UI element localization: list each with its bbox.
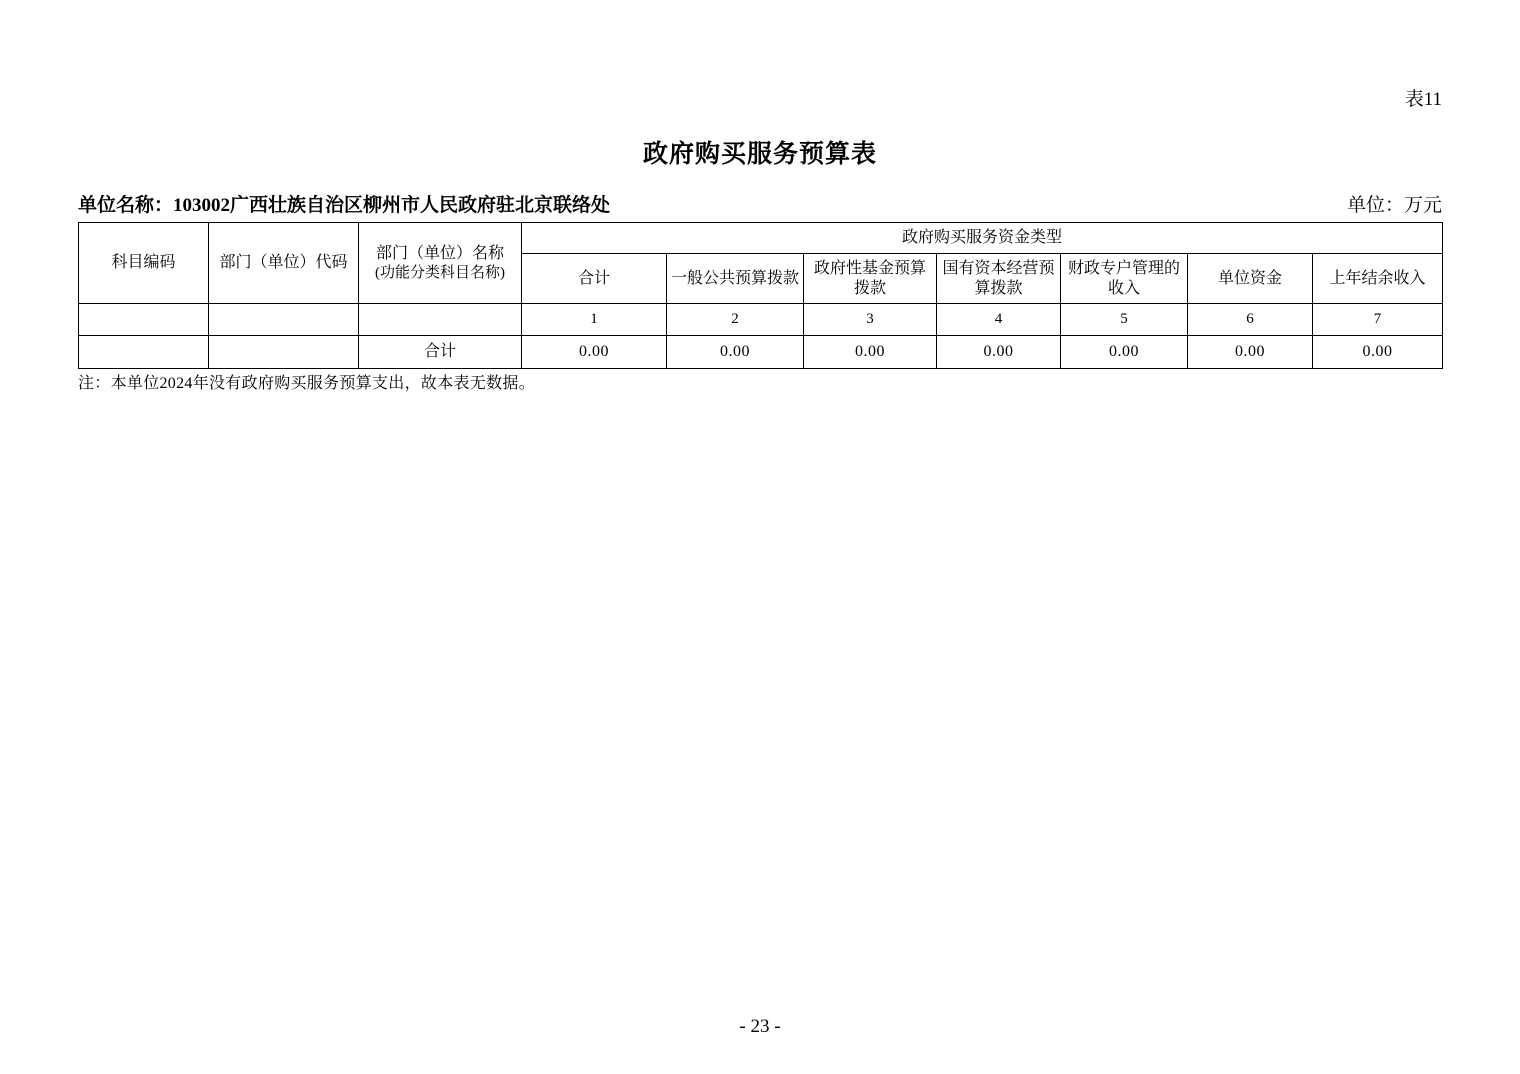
- index-7: 7: [1313, 304, 1443, 336]
- index-empty-1: [79, 304, 209, 336]
- header-col-code: 科目编码: [79, 223, 209, 304]
- row-value-general-public-budget: 0.00: [667, 336, 804, 369]
- index-3: 3: [804, 304, 937, 336]
- table-note: 注：本单位2024年没有政府购买服务预算支出，故本表无数据。: [78, 375, 536, 392]
- table-index-row: [79, 304, 1443, 336]
- page-number: - 23 -: [739, 1016, 781, 1037]
- amount-unit-label: 单位：万元: [1346, 195, 1442, 216]
- index-5: 5: [1061, 304, 1188, 336]
- table-number-label: 表11: [1404, 89, 1442, 110]
- page-title: 政府购买服务预算表: [642, 141, 877, 168]
- index-empty-2: [209, 304, 359, 336]
- unit-name-value: 103002广西壮族自治区柳州市人民政府驻北京联络处: [173, 195, 611, 216]
- header-group-fund-type: 政府购买服务资金类型: [522, 223, 1443, 254]
- row-value-unit-funds: 0.00: [1188, 336, 1313, 369]
- row-value-gov-fund-budget: 0.00: [804, 336, 937, 369]
- meta-row: [78, 190, 1442, 217]
- table-header-row-group: [79, 223, 1443, 254]
- header-dept-name: [359, 223, 522, 304]
- header-dept-code: 部门（单位）代码: [209, 223, 359, 304]
- header-sub-gov-fund-budget: 政府性基金预算拨款: [804, 254, 937, 304]
- index-empty-3: [359, 304, 522, 336]
- index-6: 6: [1188, 304, 1313, 336]
- table-row: [79, 336, 1443, 369]
- index-1: 1: [522, 304, 667, 336]
- header-sub-unit-funds: 单位资金: [1188, 254, 1313, 304]
- row-value-state-capital-budget: 0.00: [937, 336, 1061, 369]
- budget-table: [78, 222, 1443, 369]
- header-sub-fiscal-account-income: 财政专户管理的收入: [1061, 254, 1188, 304]
- row-dept-code: [209, 336, 359, 369]
- unit-name-label: 单位名称：: [78, 195, 174, 216]
- row-value-total: 0.00: [522, 336, 667, 369]
- row-col-code: [79, 336, 209, 369]
- header-sub-total: 合计: [522, 254, 667, 304]
- row-dept-name: 合计: [359, 336, 522, 369]
- index-2: 2: [667, 304, 804, 336]
- row-value-fiscal-account-income: 0.00: [1061, 336, 1188, 369]
- header-sub-state-capital-budget: 国有资本经营预算拨款: [937, 254, 1061, 304]
- index-4: 4: [937, 304, 1061, 336]
- unit-name: [78, 190, 610, 217]
- header-sub-general-public-budget: 一般公共预算拨款: [667, 254, 804, 304]
- header-sub-prior-year-balance: 上年结余收入: [1313, 254, 1443, 304]
- row-value-prior-year-balance: 0.00: [1313, 336, 1443, 369]
- header-dept-name-main: 部门（单位）名称: [375, 244, 504, 262]
- header-dept-name-sub: (功能分类科目名称): [375, 264, 505, 281]
